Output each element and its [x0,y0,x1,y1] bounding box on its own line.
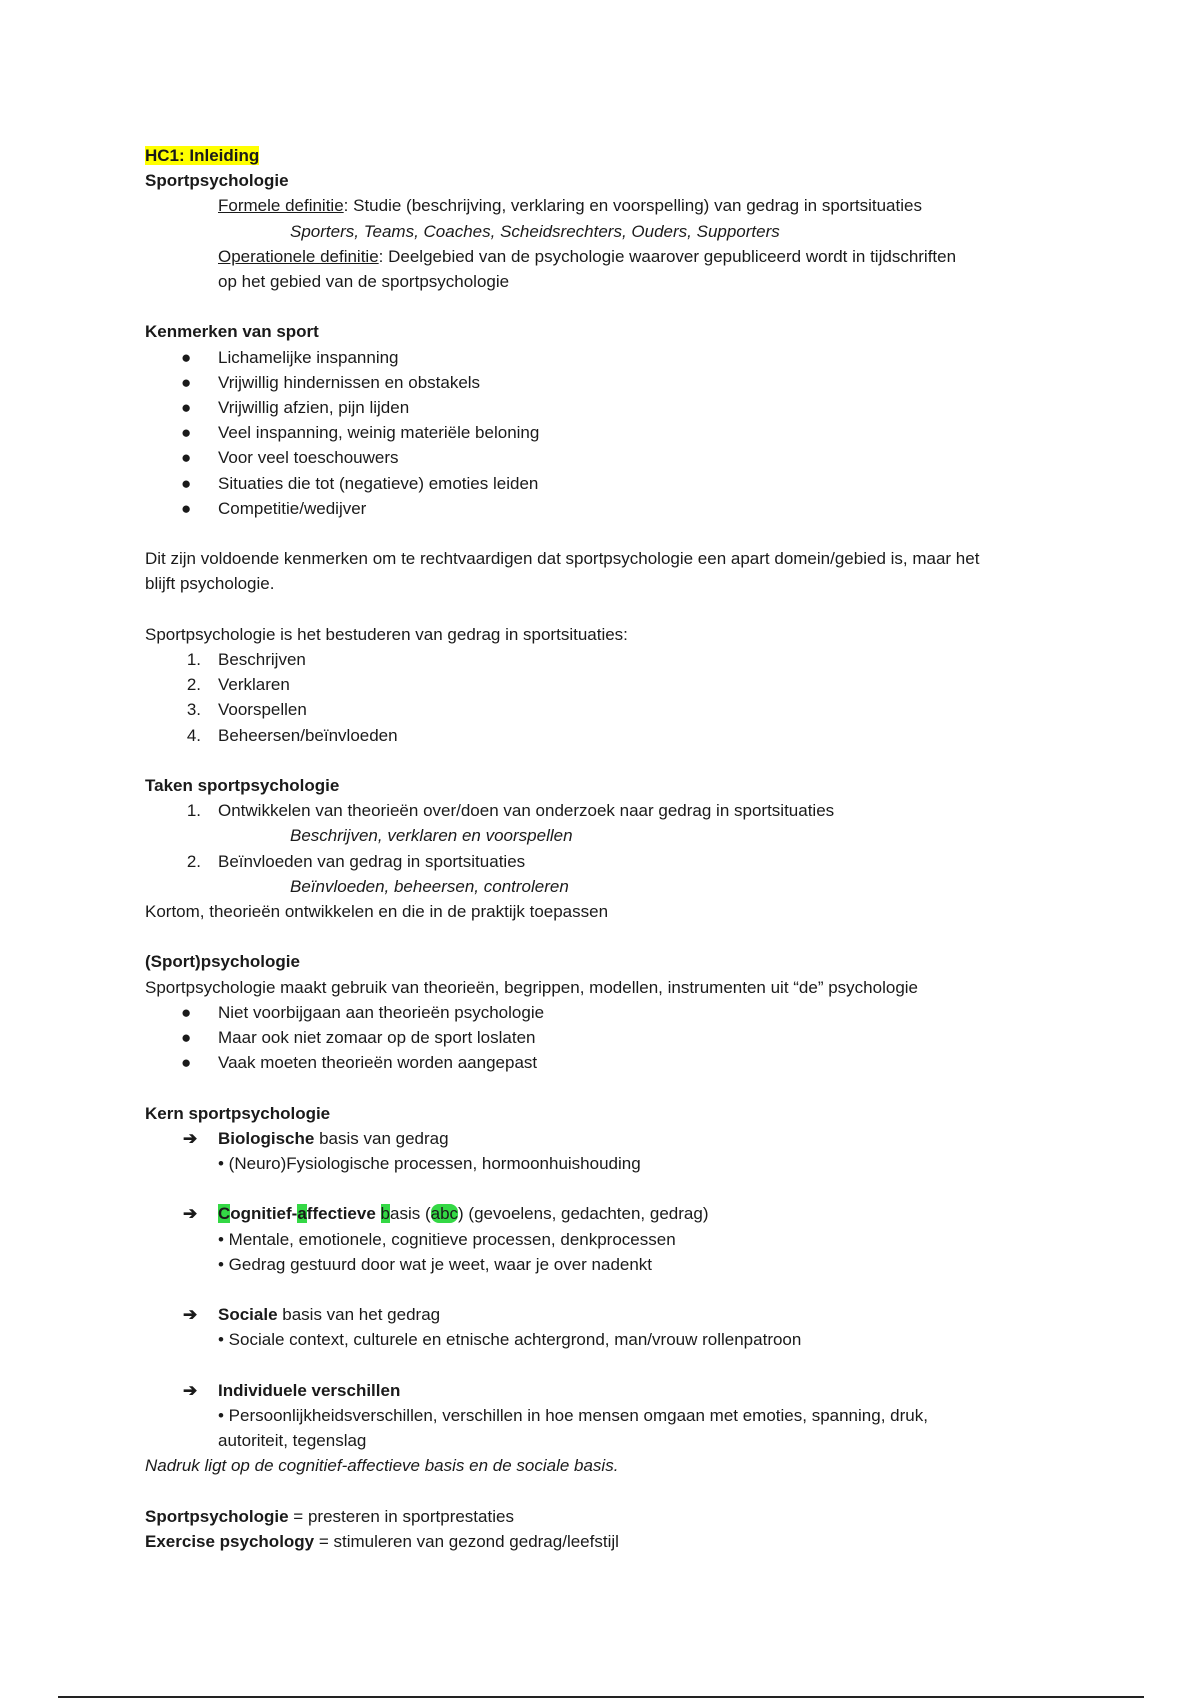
list-number: 1. [186,801,201,821]
list-item-sub: Beïnvloeden, beheersen, controleren [290,876,569,896]
list-item: 2. Beïnvloeden van gedrag in sportsituaties [145,849,1075,874]
list-item-sub: Beschrijven, verklaren en voorspellen [290,826,573,846]
document-page [145,143,1075,1554]
sport-psych-intro: Sportpsychologie maakt gebruik van theorieën, begrippen, modellen, instrumenten uit “de” psychologie [145,977,919,997]
page-divider [58,1696,1144,1698]
list-number: 2. [186,675,201,695]
bullet-icon: ● [181,448,192,468]
bullet-icon: ● [181,347,192,367]
bullet-icon: ● [181,398,192,418]
bestuderen-list [145,647,1075,748]
list-item: ● Situaties die tot (negatieve) emoties leiden [145,471,1075,496]
bullet-icon: ● [181,498,192,518]
list-item: ● Vrijwillig hindernissen en obstakels [145,370,1075,395]
bullet-icon: ● [181,1053,192,1073]
formal-definition: Formele definitie: Studie (beschrijving, verklaring en voorspelling) van gedrag in sportsituaties [218,196,922,216]
kern-cognitive-affective: ➔ Cognitief-affectieve basis (abc) (gevoelens, gedachten, gedrag) [145,1201,1075,1226]
list-item: ● Veel inspanning, weinig materiële beloning [145,420,1075,445]
section-heading-kenmerken: Kenmerken van sport [145,322,319,342]
list-item: 3. Voorspellen [145,697,1075,722]
list-item: ● Voor veel toeschouwers [145,445,1075,470]
bullet-icon: ● [181,423,192,443]
kern-sub: • Mentale, emotionele, cognitieve processen, denkprocessen [218,1229,676,1249]
list-number: 2. [186,851,201,871]
list-number: 4. [186,725,201,745]
list-item: 1. Ontwikkelen van theorieën over/doen van onderzoek naar gedrag in sportsituaties [145,798,1075,823]
section-heading-sportpsychologie: Sportpsychologie [145,171,289,191]
list-number: 1. [186,650,201,670]
list-item: ● Niet voorbijgaan aan theorieën psychologie [145,1000,1075,1025]
operational-definition: Operationele definitie: Deelgebied van de psychologie waarover gepubliceerd wordt in tijdschriften [218,246,957,266]
bullet-icon: ● [181,1002,192,1022]
formal-definition-examples: Sporters, Teams, Coaches, Scheidsrechters, Ouders, Supporters [290,221,780,241]
taken-summary: Kortom, theorieën ontwikkelen en die in de praktijk toepassen [145,902,609,922]
section-heading-taken: Taken sportpsychologie [145,776,340,796]
chapter-title: HC1: Inleiding [145,146,260,165]
list-item: ● Maar ook niet zomaar op de sport loslaten [145,1025,1075,1050]
operational-definition-label: Operationele definitie [218,246,379,266]
bestuderen-intro: Sportpsychologie is het bestuderen van gedrag in sportsituaties: [145,624,628,644]
abc-highlight: abc [430,1204,459,1224]
sport-psych-list [145,1000,1075,1076]
bullet-icon: ● [181,372,192,392]
kern-sub: • (Neuro)Fysiologische processen, hormoonhuishouding [218,1154,641,1174]
list-item: 4. Beheersen/beïnvloeden [145,723,1075,748]
bullet-icon: ● [181,473,192,493]
list-item: ● Competitie/wedijver [145,496,1075,521]
list-item: ● Lichamelijke inspanning [145,345,1075,370]
kern-biological: ➔ Biologische basis van gedrag [145,1126,1075,1151]
kenmerken-list [145,345,1075,521]
list-item: 1. Beschrijven [145,647,1075,672]
kern-note: Nadruk ligt op de cognitief-affectieve basis en de sociale basis. [145,1456,619,1476]
list-item: ● Vrijwillig afzien, pijn lijden [145,395,1075,420]
bullet-icon: ● [181,1028,192,1048]
kern-social: ➔ Sociale basis van het gedrag [145,1302,1075,1327]
kern-sub: • Gedrag gestuurd door wat je weet, waar je over nadenkt [218,1254,653,1274]
kern-sub: • Sociale context, culturele en etnische achtergrond, man/vrouw rollenpatroon [218,1330,802,1350]
definition-exercise: Exercise psychology = stimuleren van gezond gedrag/leefstijl [145,1532,619,1552]
list-item: ● Vaak moeten theorieën worden aangepast [145,1050,1075,1075]
kern-individual: ➔ Individuele verschillen [145,1378,1075,1403]
section-heading-sport-psych: (Sport)psychologie [145,952,300,972]
arrow-right-icon: ➔ [183,1380,198,1400]
list-item: 2. Verklaren [145,672,1075,697]
section-heading-kern: Kern sportpsychologie [145,1103,331,1123]
arrow-right-icon: ➔ [183,1128,198,1148]
arrow-right-icon: ➔ [183,1204,198,1224]
kern-sub: • Persoonlijkheidsverschillen, verschillen in hoe mensen omgaan met emoties, spanning, druk, [218,1406,928,1426]
arrow-right-icon: ➔ [183,1305,198,1325]
formal-definition-label: Formele definitie [218,196,344,216]
operational-definition-cont: op het gebied van de sportpsychologie [218,272,510,292]
definition-sport: Sportpsychologie = presteren in sportprestaties [145,1506,514,1526]
list-number: 3. [186,700,201,720]
kern-sub: autoriteit, tegenslag [218,1431,367,1451]
paragraph-line: Dit zijn voldoende kenmerken om te rechtvaardigen dat sportpsychologie een apart domein/gebied is, maar het [145,549,980,569]
paragraph-line: blijft psychologie. [145,574,275,594]
